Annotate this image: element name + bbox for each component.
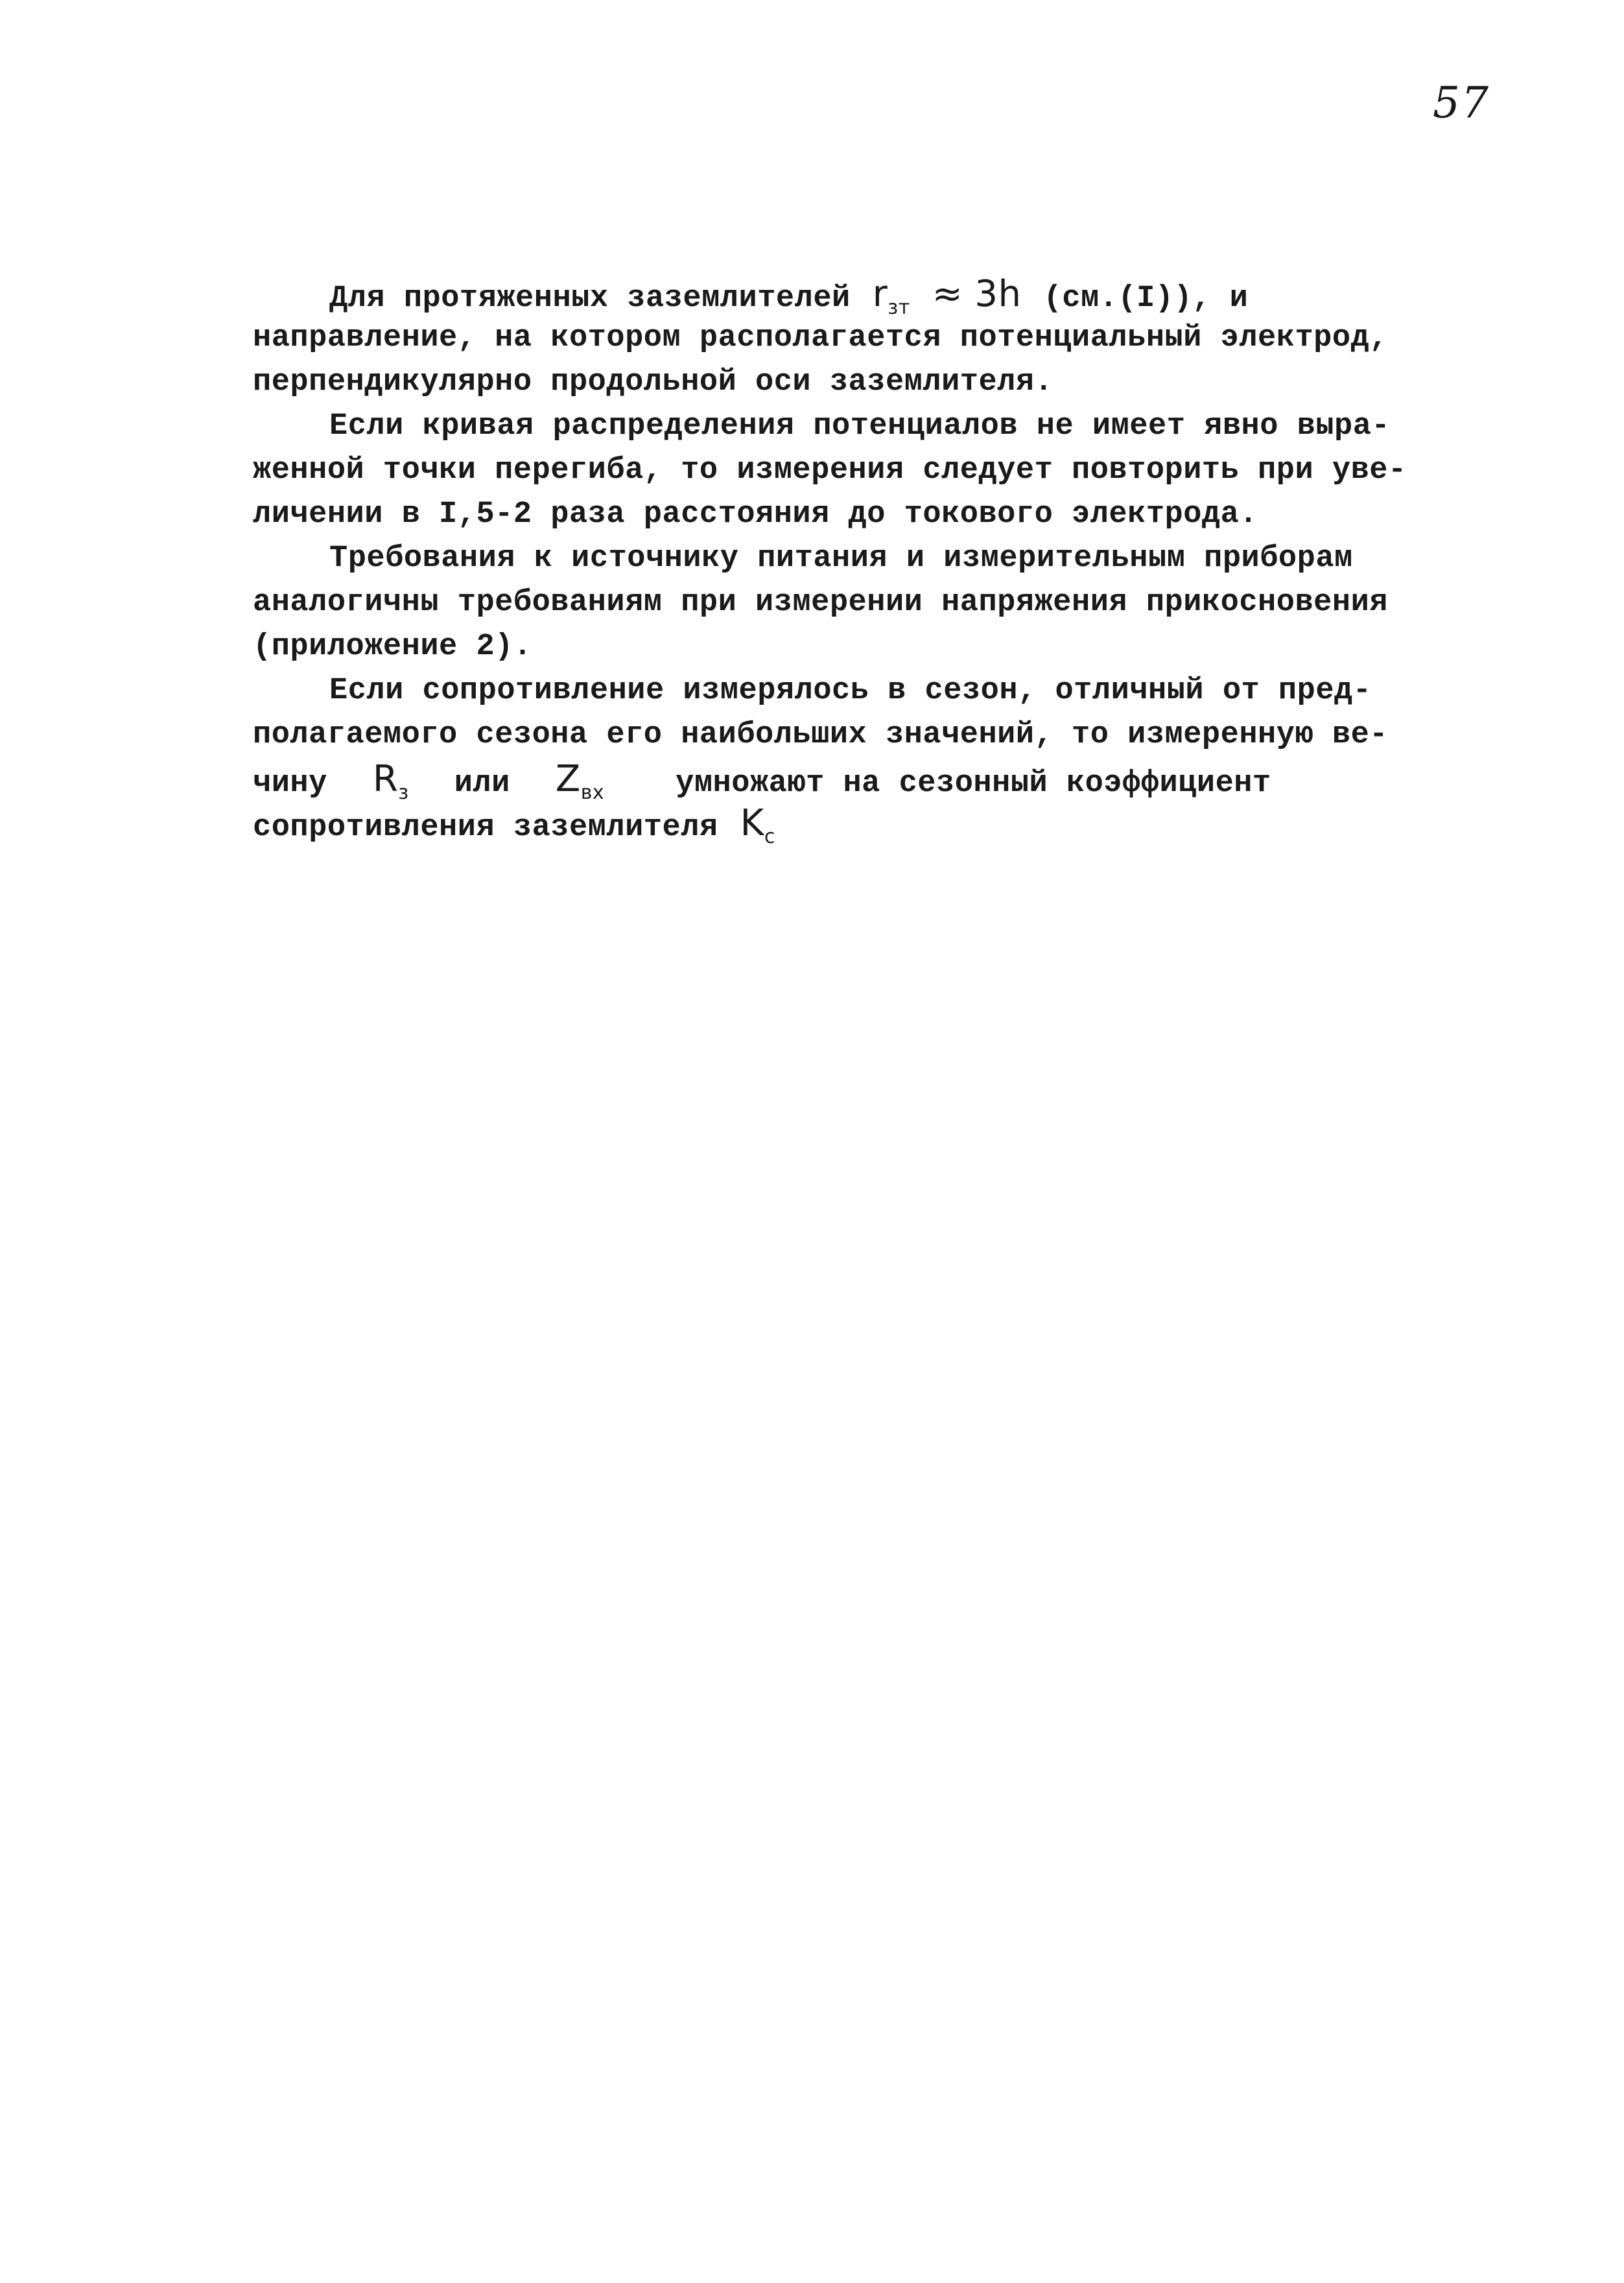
paragraph-line xyxy=(253,272,1459,319)
paragraph-line xyxy=(253,801,1459,846)
text-fragment: Для протяженных заземлителей xyxy=(329,281,851,316)
document-body xyxy=(253,272,1459,846)
paragraph-line: перпендикулярно продольной оси заземлителя. xyxy=(253,365,1053,399)
formula-symbol xyxy=(740,801,775,859)
page-number: 57 xyxy=(1433,78,1490,128)
formula-subscript: вх xyxy=(580,781,605,804)
formula-variable: K xyxy=(740,802,764,844)
paragraph-line: полагаемого сезона его наибольших значений, то измеренную ве- xyxy=(253,718,1388,752)
paragraph-line: Если сопротивление измерялось в сезон, отличный от пред- xyxy=(329,674,1372,708)
formula-variable: R xyxy=(372,758,399,800)
paragraph-line: направление, на котором располагается потенциальный электрод, xyxy=(253,321,1388,355)
text-fragment: или xyxy=(454,766,510,801)
formula-subscript: з xyxy=(398,781,409,804)
paragraph-2 xyxy=(253,405,1459,537)
formula-operator: ≈ 3h xyxy=(932,273,1022,315)
formula-variable: r xyxy=(872,273,888,315)
formula-subscript: зт xyxy=(888,296,910,319)
paragraph-line: женной точки перегиба, то измерения следует повторить при уве- xyxy=(253,453,1407,488)
formula-subscript: с xyxy=(764,825,775,848)
paragraph-4 xyxy=(253,669,1459,846)
paragraph-line: Требования к источнику питания и измерительным приборам xyxy=(329,541,1353,576)
formula-variable: Z xyxy=(555,758,581,800)
paragraph-1 xyxy=(253,272,1459,405)
text-fragment: чину xyxy=(253,766,327,801)
paragraph-line: аналогичны требованиям при измерении напряжения прикосновения xyxy=(253,586,1388,620)
paragraph-line xyxy=(253,757,1459,804)
text-fragment: (см.(I)), и xyxy=(1043,281,1249,316)
text-fragment: сопротивления заземлителя xyxy=(253,810,718,845)
paragraph-line: Если кривая распределения потенциалов не имеет явно выра- xyxy=(329,409,1391,444)
paragraph-line: личении в I,5-2 раза расстояния до токового электрода. xyxy=(253,497,1258,532)
paragraph-3 xyxy=(253,537,1459,669)
paragraph-line: (приложение 2). xyxy=(253,630,532,664)
text-fragment: умножают на сезонный коэффициент xyxy=(676,766,1271,801)
